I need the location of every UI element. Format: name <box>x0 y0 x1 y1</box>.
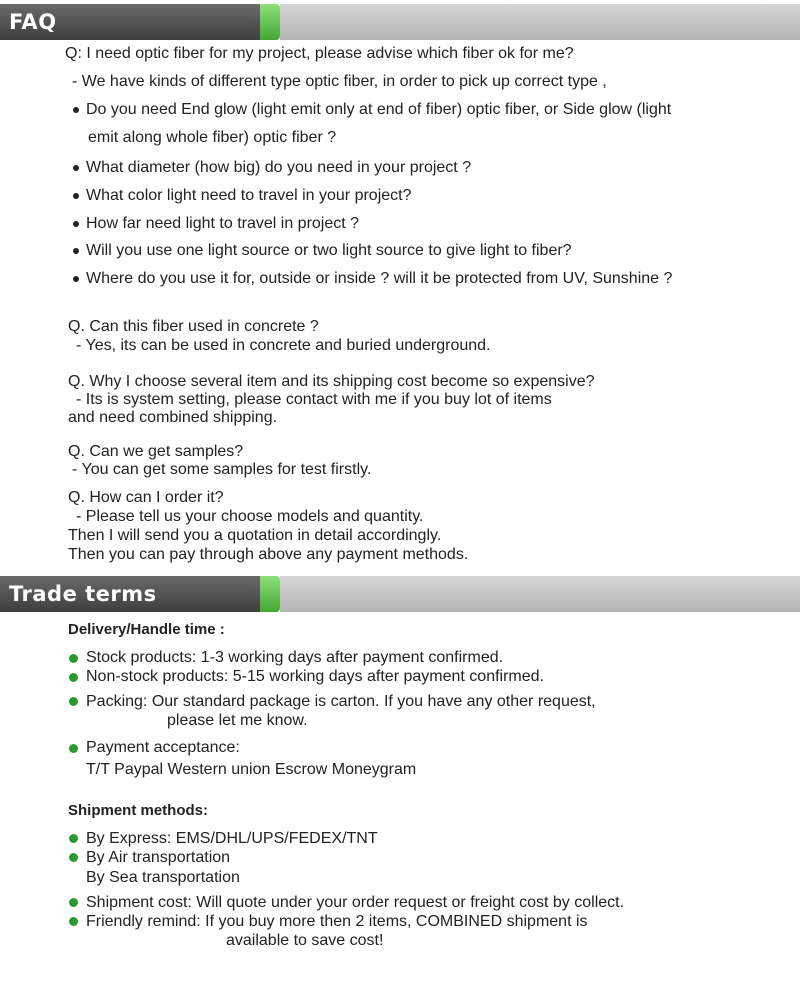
faq-question-3: Q. Why I choose several item and its shipping cost become so expensive? <box>68 373 595 390</box>
shipment-cost: Shipment cost: Will quote under your order request or freight cost by collect. <box>86 894 625 911</box>
faq-answer-5-line-2: Then I will send you a quotation in detail accordingly. <box>68 527 442 544</box>
header-fill <box>280 576 800 612</box>
faq-answer-5-line-3: Then you can pay through above any payment methods. <box>68 546 469 563</box>
faq-answer-3-cont: and need combined shipping. <box>68 409 278 426</box>
delivery-stock: Stock products: 1-3 working days after payment confirmed. <box>86 649 504 666</box>
faq-answer-2: - Yes, its can be used in concrete and buried underground. <box>76 337 491 354</box>
bullet-dot <box>73 221 79 227</box>
header-fill <box>280 4 800 40</box>
bullet-dot <box>69 898 78 907</box>
faq-answer-4: - You can get some samples for test firstly. <box>72 461 372 478</box>
faq-answer-1: - We have kinds of different type optic fiber, in order to pick up correct type , <box>72 73 607 90</box>
delivery-non-stock: Non-stock products: 5-15 working days after payment confirmed. <box>86 668 544 685</box>
bullet-dot <box>69 917 78 926</box>
bullet-dot <box>73 107 79 113</box>
trade-header-bar <box>0 576 800 612</box>
trade-header-title: Trade terms <box>0 576 260 612</box>
shipment-sea: By Sea transportation <box>86 869 240 886</box>
faq-answer-3: - Its is system setting, please contact with me if you buy lot of items <box>76 391 552 408</box>
bullet-dot <box>73 248 79 254</box>
faq-question-1: Q: I need optic fiber for my project, please advise which fiber ok for me? <box>65 45 574 62</box>
delivery-packing: Packing: Our standard package is carton. If you have any other request, <box>86 693 596 710</box>
faq-question-2: Q. Can this fiber used in concrete ? <box>68 318 319 335</box>
bullet-dot <box>69 834 78 843</box>
header-accent <box>260 4 280 40</box>
faq-bullet-4: How far need light to travel in project ? <box>86 215 360 232</box>
bullet-dot <box>69 697 78 706</box>
payment-acceptance: Payment acceptance: <box>86 739 240 756</box>
bullet-dot <box>73 276 79 282</box>
friendly-remind: Friendly remind: If you buy more then 2 items, COMBINED shipment is <box>86 913 588 930</box>
faq-bullet-3: What color light need to travel in your project? <box>86 187 412 204</box>
faq-bullet-6: Where do you use it for, outside or inside ? will it be protected from UV, Sunshine ? <box>86 270 673 287</box>
faq-header-title: FAQ <box>0 4 260 40</box>
payment-methods: T/T Paypal Western union Escrow Moneygram <box>86 761 417 778</box>
shipment-express: By Express: EMS/DHL/UPS/FEDEX/TNT <box>86 830 378 847</box>
header-accent <box>260 576 280 612</box>
bullet-dot <box>69 673 78 682</box>
bullet-dot <box>73 165 79 171</box>
faq-bullet-2: What diameter (how big) do you need in your project ? <box>86 159 472 176</box>
friendly-remind-cont: available to save cost! <box>226 932 384 949</box>
bullet-dot <box>69 654 78 663</box>
shipment-air: By Air transportation <box>86 849 231 866</box>
shipment-title: Shipment methods: <box>68 802 209 819</box>
delivery-packing-cont: please let me know. <box>167 712 308 729</box>
faq-question-5: Q. How can I order it? <box>68 489 224 506</box>
faq-answer-5: - Please tell us your choose models and quantity. <box>76 508 424 525</box>
bullet-dot <box>73 193 79 199</box>
faq-bullet-1: Do you need End glow (light emit only at end of fiber) optic fiber, or Side glow (light <box>86 101 672 118</box>
faq-bullet-5: Will you use one light source or two light source to give light to fiber? <box>86 242 572 259</box>
bullet-dot <box>69 853 78 862</box>
bullet-dot <box>69 744 78 753</box>
faq-question-4: Q. Can we get samples? <box>68 443 244 460</box>
delivery-title: Delivery/Handle time : <box>68 621 225 638</box>
faq-bullet-1-cont: emit along whole fiber) optic fiber ? <box>88 129 337 146</box>
faq-header-bar <box>0 4 800 40</box>
